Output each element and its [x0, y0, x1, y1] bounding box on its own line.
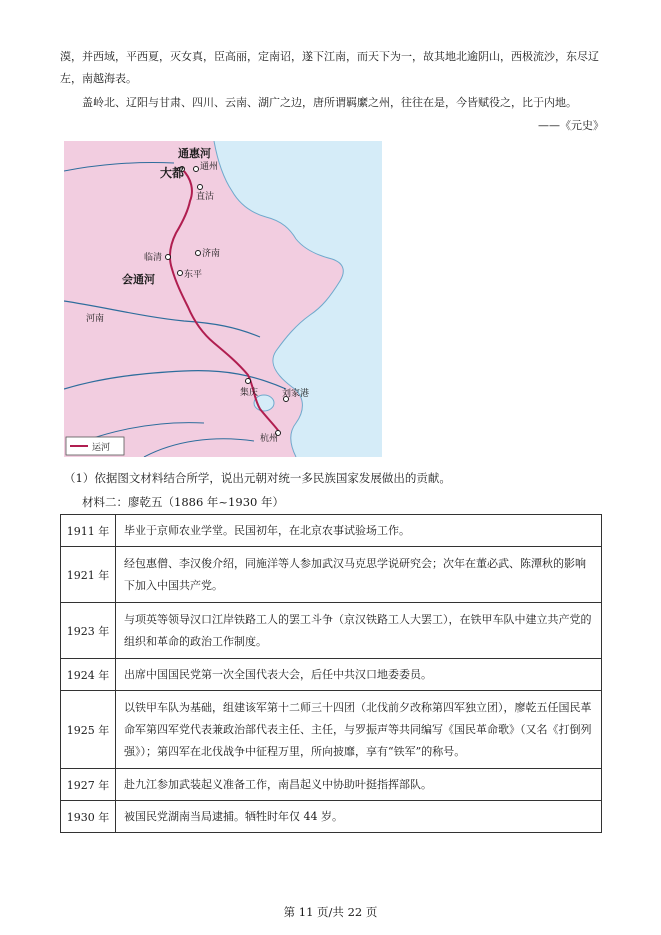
timeline-event: 出席中国国民党第一次全国代表大会，后任中共汉口地委委员。 — [116, 659, 602, 691]
table-row — [61, 547, 602, 603]
passage-source: ——《元史》 — [538, 119, 604, 132]
table-row — [61, 515, 602, 547]
map-label-jinan: 济南 — [202, 249, 221, 259]
timeline-event: 毕业于京师农业学堂。民国初年，在北京农事试验场工作。 — [116, 515, 602, 547]
map-dot-jiqing — [246, 379, 251, 384]
table-row — [61, 769, 602, 801]
timeline-year: 1930 年 — [61, 801, 116, 833]
map-dot-dongping — [178, 271, 183, 276]
map-label-dongping: 东平 — [184, 270, 203, 280]
map-label-dadu: 大都 — [160, 166, 185, 180]
timeline-year: 1924 年 — [61, 659, 116, 691]
timeline-event: 经包惠僧、李汉俊介绍，同施洋等人参加武汉马克思学说研究会；次年在董必武、陈潭秋的影响下加入中国共产党。 — [116, 547, 602, 603]
timeline-event: 以铁甲车队为基础，组建该军第十二师三十四团（北伐前夕改称第四军独立团），廖乾五任国民革命军第四军党代表兼政治部代表主任、主任，与罗振声等共同编写《国民革命歌》（又名《打倒列强》）；第四军在北伐战争中征程万里，所向披靡，享有“铁军”的称号。 — [116, 691, 602, 769]
map-label-zhigu: 直沽 — [196, 192, 215, 202]
map-legend-label: 运河 — [92, 443, 111, 453]
page-number: 第 11 页/共 22 页 — [283, 905, 378, 919]
table-row — [61, 691, 602, 769]
timeline-year: 1921 年 — [61, 547, 116, 603]
timeline-year: 1911 年 — [61, 515, 116, 547]
table-row — [61, 801, 602, 833]
table-row — [61, 659, 602, 691]
map-dot-jinan — [196, 251, 201, 256]
map-dot-zhigu — [198, 185, 203, 190]
yuan-canal-map — [64, 141, 382, 457]
map-label-linqing: 临清 — [144, 253, 163, 263]
map-label-huitonghe: 会通河 — [122, 273, 155, 286]
map-label-tongzhou: 通州 — [200, 162, 219, 172]
map-label-jiqing: 集庆 — [240, 388, 259, 398]
timeline-event: 与项英等领导汉口江岸铁路工人的罢工斗争（京汉铁路工人大罢工），在铁甲车队中建立共产党的组织和革命的政治工作制度。 — [116, 603, 602, 659]
passage-paragraph-1: 漠，并西域，平西夏，灭女真，臣高丽，定南诏，遂下江南，而天下为一，故其地北逾阴山，西极流沙，东尽辽左，南越海表。 — [60, 50, 599, 85]
table-row — [61, 603, 602, 659]
timeline-year: 1925 年 — [61, 691, 116, 769]
timeline-year: 1923 年 — [61, 603, 116, 659]
timeline-event: 赴九江参加武装起义准备工作，南昌起义中协助叶挺指挥部队。 — [116, 769, 602, 801]
map-label-liujiagang: 刘家港 — [282, 389, 310, 399]
map-dot-tongzhou — [194, 167, 199, 172]
timeline-year: 1927 年 — [61, 769, 116, 801]
map-label-tonghuihe: 通惠河 — [178, 147, 211, 160]
timeline-event: 被国民党湖南当局逮捕。牺牲时年仅 44 岁。 — [116, 801, 602, 833]
map-label-henan: 河南 — [86, 314, 105, 324]
question-1: （1）依据图文材料结合所学，说出元朝对统一多民族国家发展做出的贡献。 — [64, 471, 451, 485]
map-dot-linqing — [166, 255, 171, 260]
passage-paragraph-2: 盖岭北、辽阳与甘肃、四川、云南、湖广之边，唐所谓羁縻之州，往往在是，今皆赋役之，比于内地。 — [82, 96, 577, 109]
map-label-hangzhou: 杭州 — [260, 434, 279, 444]
timeline-table — [60, 514, 602, 833]
material-2-title: 材料二：廖乾五（1886 年~1930 年） — [82, 495, 284, 509]
